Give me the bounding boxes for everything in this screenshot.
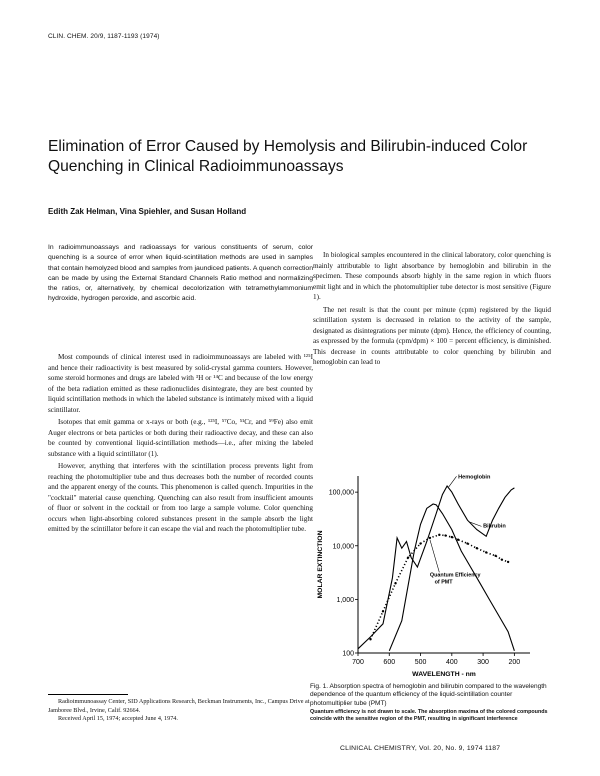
y-tick-label: 10,000 xyxy=(332,543,354,551)
qe-point xyxy=(451,536,453,538)
qe-point xyxy=(501,558,503,560)
right-paragraph-2: The net result is that the count per minute (cpm) registered by the liquid scintillation system is decreased in relation to the activity of the sample, designated as disintegrations per minute (dpm). Hence, the efficiency of counting, as expressed by the formula (cpm/dpm) × 100 = percent efficiency, is diminished. This decrease in counts attributable to color quenching by bilirubin and hemoglobin can lead to xyxy=(313,305,551,366)
footnote-affiliation: Radioimmunoassay Center, SID Applications Research, Beckman Instruments, Inc., Campus Drive at Jamboree Blvd., Irvine, Calif. 92664. xyxy=(48,698,310,714)
qe-point xyxy=(419,542,421,544)
x-axis-label: WAVELENGTH - nm xyxy=(412,671,476,678)
annotation-leader xyxy=(430,540,439,573)
qe-point xyxy=(438,534,440,536)
qe-point xyxy=(369,638,371,640)
article-title: Elimination of Error Caused by Hemolysis and Bilirubin-induced Color Quenching in Clinical Radioimmunoassays xyxy=(48,138,528,175)
series-line-quantum-efficiency-of-pmt xyxy=(371,535,509,640)
annotation-bilirubin: Bilirubin xyxy=(483,523,506,530)
left-paragraph-2: Isotopes that emit gamma or x-rays or both (e.g., ¹²⁵I, ⁵⁷Co, ⁵¹Cr, and ⁵⁹Fe) also emit Auger electrons or beta particles or both during their radioactive decay, and these can also be counted by conventional liquid-scintillation methods—i.e., after mixing the labeled substance with a liquid scintillator (1). xyxy=(48,418,313,458)
qe-point xyxy=(394,582,396,584)
qe-point xyxy=(485,551,487,553)
qe-point xyxy=(444,534,446,536)
left-paragraph-1: Most compounds of clinical interest used in radioimmunoassays are labeled with ¹²⁵I and hence their radioactivity is best measured by solid-crystal gamma counters. However, some steroid hormones and drugs are labeled with ³H or ¹⁴C and because of the low energy of the beta radiation emitted as these radionuclides disintegrate, they are best counted by liquid scintillation methods in which the labeled substance is intimately mixed with a liquid scintillator. xyxy=(48,353,313,414)
qe-point xyxy=(494,555,496,557)
left-paragraph-3: However, anything that interferes with the scintillation process prevents light from reaching the photomultiplier tube and thus decreases both the number of recorded counts and the apparent energy of the counts. This phenomenon is called quench. Impurities in the "cocktail" material cause quenching. Quenching can also result from insufficient amounts of fluor or solvent in the cocktail or from too large a sample volume. Color quenching occurs when light-absorbing colored substances present in the sample absorb the light emitted by the scintillator before it can escape the vial and reach the photomultiplier tube. xyxy=(48,462,313,533)
qe-point xyxy=(407,556,409,558)
authors: Edith Zak Helman, Vina Spiehler, and Susan Holland xyxy=(48,207,247,216)
qe-point xyxy=(457,538,459,540)
qe-point xyxy=(507,561,509,563)
series-line-hemoglobin xyxy=(358,486,514,649)
x-tick-label: 700 xyxy=(352,659,364,666)
x-tick-label: 400 xyxy=(445,659,458,666)
left-column xyxy=(48,352,313,537)
qe-point xyxy=(476,547,478,549)
caption-main: Fig. 1. Absorption spectra of hemoglobin and bilirubin compared to the wavelength dependence of the quantum efficiency of the liquid-scintillation counter photomultiplier tube (PMT) xyxy=(310,683,547,707)
annotation-leader xyxy=(449,476,457,487)
y-tick-label: 1,000 xyxy=(336,596,354,604)
y-tick-label: 100,000 xyxy=(328,489,354,497)
x-tick-label: 300 xyxy=(477,659,489,666)
footnote-received: Received April 15, 1974; accepted June 4, 1974. xyxy=(58,715,178,723)
qe-point xyxy=(382,610,384,612)
y-tick-label: 100 xyxy=(342,650,354,658)
page-footer: CLINICAL CHEMISTRY, Vol. 20, No. 9, 1974 1187 xyxy=(340,745,501,752)
annotation-qe-line-1: Quantum Efficiency xyxy=(429,572,481,579)
right-column xyxy=(313,250,551,370)
annotation-qe-line-2: of PMT xyxy=(434,579,453,586)
annotation-hemoglobin: Hemoglobin xyxy=(458,474,491,481)
right-paragraph-1: In biological samples encountered in the clinical laboratory, color quenching is mainly attributable to light absorbance by hemoglobin and bilirubin in the specimen. These compounds absorb highly in the same region in which fluors emit light and in which the photomultiplier tube detector is most sensitive (Figure 1). xyxy=(313,251,551,301)
qe-point xyxy=(466,542,468,544)
journal-header: CLIN. CHEM. 20/9, 1187-1193 (1974) xyxy=(48,33,160,40)
caption-note: Quantum efficiency is not drawn to scale. The absorption maxima of the colored compounds coincide with the sensitive region of the PMT, resulting in significant interference xyxy=(310,709,548,723)
figure-1-chart xyxy=(308,468,556,680)
abstract: In radioimmunoassays and radioassays for various constituents of serum, color quenching is a source of error when liquid-scintillation methods are used in samples that contain hemolyzed blood and samples from jaundiced patients. A quench correction can be made by using the External Standard Channels Ratio method and normalizing the ratios, or, alternatively, by chemical decolorization with tetramethylammonium hydroxide, hydrogen peroxide, and ascorbic acid. xyxy=(48,244,313,303)
x-tick-label: 600 xyxy=(383,659,396,666)
footnotes xyxy=(48,698,313,724)
qe-point xyxy=(429,537,431,539)
x-tick-label: 200 xyxy=(508,659,521,666)
x-tick-label: 500 xyxy=(414,659,427,666)
footnote-rule xyxy=(48,694,128,695)
figure-caption xyxy=(310,683,556,723)
y-axis-label: MOLAR EXTINCTION xyxy=(317,530,324,599)
